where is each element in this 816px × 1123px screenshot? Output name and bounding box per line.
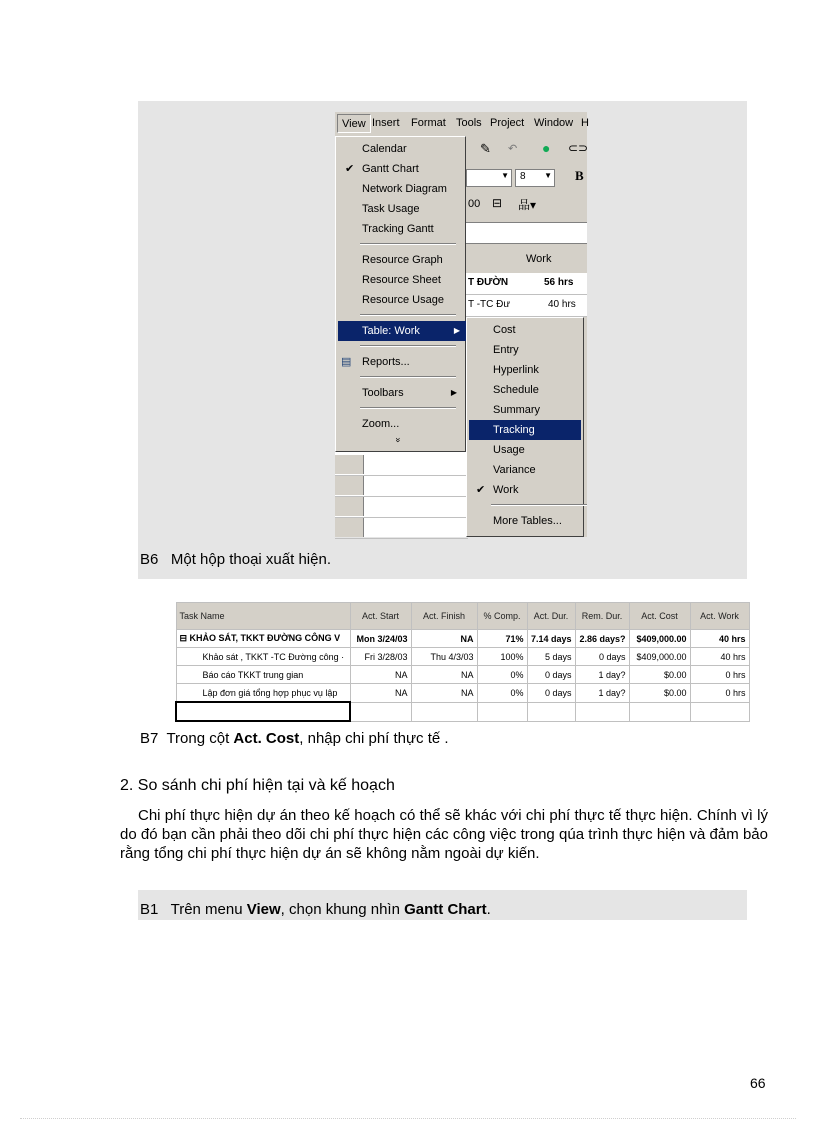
act-cost-cell[interactable]: $409,000.00 [629, 648, 690, 666]
grid-task-name[interactable]: T -TC Đư [468, 299, 511, 310]
step-text: Một hộp thoại xuất hiện. [170, 551, 331, 568]
act-work-cell[interactable] [690, 702, 749, 721]
font-name-field[interactable]: ▼ [466, 169, 512, 187]
act-cost-cell[interactable]: $0.00 [629, 666, 690, 684]
step-label: B7 [140, 730, 159, 747]
task-name-cell[interactable]: Lập đơn giá tổng hợp phục vụ lập [176, 684, 350, 703]
act-work-cell[interactable]: 40 hrs [690, 630, 749, 648]
menu-item-reports[interactable]: ▤ Reports... [338, 352, 463, 372]
menu-item-toolbars[interactable]: Toolbars ▶ [338, 383, 463, 403]
step-label: B1 [140, 901, 159, 918]
table-submenu [466, 317, 584, 537]
rem-dur-cell[interactable]: 1 day? [575, 666, 629, 684]
menu-item-resource-sheet[interactable]: Resource Sheet [362, 274, 441, 286]
pct-comp-cell[interactable]: 0% [477, 684, 527, 703]
act-cost-cell[interactable]: $409,000.00 [629, 630, 690, 648]
act-work-cell[interactable]: 0 hrs [690, 684, 749, 703]
menu-format[interactable]: Format [411, 117, 446, 129]
act-cost-cell[interactable]: $0.00 [629, 684, 690, 703]
submenu-item-entry[interactable]: Entry [493, 344, 519, 356]
grid-task-work[interactable]: 56 hrs [544, 277, 574, 288]
menu-item-calendar[interactable]: Calendar [362, 143, 407, 155]
act-finish-cell[interactable]: Thu 4/3/03 [411, 648, 477, 666]
step-text-post: . [486, 901, 491, 918]
tracking-table-screenshot [175, 602, 748, 716]
left-grid-rows [335, 452, 468, 537]
work-column-header[interactable]: Work [526, 253, 552, 265]
submenu-item-work[interactable]: ✔ Work [469, 480, 581, 500]
format-painter-icon[interactable]: ✎ [480, 141, 491, 156]
menu-separator [491, 504, 587, 506]
menu-separator [360, 243, 456, 245]
entry-bar[interactable] [466, 222, 587, 243]
pct-comp-cell[interactable]: 71% [477, 630, 527, 648]
view-menu [335, 136, 466, 452]
act-start-cell[interactable]: NA [350, 684, 411, 703]
act-dur-cell[interactable]: 0 days [527, 684, 575, 703]
step-text-bold: View [246, 901, 281, 918]
step-text-bold: Gantt Chart [404, 901, 487, 918]
act-start-cell[interactable]: NA [350, 666, 411, 684]
table-icon[interactable]: ⊟ [492, 196, 503, 210]
act-work-cell[interactable]: 0 hrs [690, 666, 749, 684]
act-start-cell[interactable] [350, 702, 411, 721]
act-dur-cell[interactable]: 7.14 days [527, 630, 575, 648]
step-text-mid: , chọn khung nhìn [280, 901, 405, 918]
table-row [176, 666, 749, 684]
menu-separator [360, 376, 456, 378]
table-header-row [176, 603, 749, 630]
reports-icon: ▤ [341, 356, 352, 368]
act-cost-cell[interactable] [629, 702, 690, 721]
menu-item-table-work[interactable]: Table: Work ▶ [338, 321, 466, 341]
step-b7 [140, 730, 449, 748]
pct-comp-cell[interactable]: 0% [477, 666, 527, 684]
table-row [176, 630, 749, 648]
menu-item-network-diagram[interactable]: Network Diagram [362, 183, 447, 195]
act-dur-cell[interactable] [527, 702, 575, 721]
tracking-table [175, 602, 750, 722]
submenu-item-more-tables[interactable]: More Tables... [493, 515, 562, 527]
rem-dur-cell[interactable]: 1 day? [575, 684, 629, 703]
menu-project[interactable]: Project [490, 117, 525, 129]
submenu-item-summary[interactable]: Summary [493, 404, 541, 416]
menu-separator [360, 314, 456, 316]
grid-header [466, 243, 587, 274]
menu-separator [360, 345, 456, 347]
step-text-pre: Trong cột [166, 730, 234, 747]
section-heading: 2. So sánh chi phí hiện tại và kế hoạch [120, 777, 395, 794]
table-row-empty [176, 702, 749, 721]
menu-item-tracking-gantt[interactable]: Tracking Gantt [362, 223, 434, 235]
checkmark-icon: ✔ [345, 163, 355, 175]
rem-dur-cell[interactable]: 2.86 days? [575, 630, 629, 648]
menu-help[interactable]: H [581, 117, 589, 129]
menu-item-resource-usage[interactable]: Resource Usage [362, 294, 444, 306]
column-header[interactable]: Act. Cost [629, 603, 690, 630]
pct-comp-cell[interactable]: 100% [477, 648, 527, 666]
step-text-pre: Trên menu [170, 901, 247, 918]
step-text-bold: Act. Cost [233, 730, 300, 747]
act-finish-cell[interactable]: NA [411, 666, 477, 684]
act-finish-cell[interactable]: NA [411, 684, 477, 703]
submenu-item-tracking[interactable]: Tracking [469, 420, 581, 440]
step-text-post: , nhập chi phí thực tế . [299, 730, 449, 747]
menu-item-resource-graph[interactable]: Resource Graph [362, 254, 443, 266]
act-start-cell[interactable]: Fri 3/28/03 [350, 648, 411, 666]
link-icon[interactable]: ⊂⊃ [568, 141, 589, 155]
submenu-item-usage[interactable]: Usage [493, 444, 525, 456]
pct-comp-cell[interactable] [477, 702, 527, 721]
menu-item-zoom[interactable]: Zoom... [362, 418, 400, 430]
checkmark-icon: ✔ [476, 484, 486, 496]
bold-button[interactable]: B [575, 168, 584, 183]
submenu-item-variance[interactable]: Variance [493, 464, 536, 476]
menu-window[interactable]: Window [534, 117, 574, 129]
table-row [176, 648, 749, 666]
column-header[interactable]: Act. Start [350, 603, 411, 630]
footer-line [20, 1118, 796, 1119]
undo-icon[interactable]: ↶ [508, 143, 518, 155]
network-icon[interactable]: 品▾ [518, 198, 537, 212]
act-finish-cell[interactable]: NA [411, 630, 477, 648]
step-label: B6 [140, 551, 159, 568]
step-b1 [140, 901, 491, 918]
column-header[interactable]: Rem. Dur. [575, 603, 629, 630]
menu-expand-chevron-icon[interactable]: » [393, 437, 404, 443]
submenu-item-cost[interactable]: Cost [493, 324, 516, 336]
submenu-arrow-icon: ▶ [453, 326, 460, 335]
menu-item-gantt-chart[interactable]: ✔ Gantt Chart [338, 159, 463, 179]
act-finish-cell[interactable] [411, 702, 477, 721]
rem-dur-cell[interactable]: 0 days [575, 648, 629, 666]
act-work-cell[interactable]: 40 hrs [690, 648, 749, 666]
task-name-cell-active[interactable] [176, 702, 350, 721]
section-paragraph: Chi phí thực hiện dự án theo kế hoạch có thể sẽ khác với chi phí thực tế thực hiện. Chính vì lý do đó bạn cần phải theo dõi chi phí thực hiện các công việc trong qúa trình thực hiện và đảm bảo rằng tổng chi phí thực hiện dự án sẽ không nằm ngoài dự kiến. [120, 807, 768, 862]
menu-separator [360, 407, 456, 409]
act-dur-cell[interactable]: 5 days [527, 648, 575, 666]
step-b6 [140, 551, 331, 569]
submenu-item-schedule[interactable]: Schedule [493, 384, 539, 396]
menu-tools[interactable]: Tools [456, 117, 482, 129]
rem-dur-cell[interactable] [575, 702, 629, 721]
act-start-cell[interactable]: Mon 3/24/03 [350, 630, 411, 648]
task-name-cell[interactable]: Báo cáo TKKT trung gian [176, 666, 350, 684]
menu-screenshot [335, 112, 587, 537]
standard-toolbar [466, 136, 587, 164]
font-size-field[interactable]: 8 ▼ [515, 169, 555, 187]
submenu-arrow-icon: ▶ [450, 388, 457, 397]
act-dur-cell[interactable]: 0 days [527, 666, 575, 684]
column-header[interactable]: Act. Dur. [527, 603, 575, 630]
submenu-item-hyperlink[interactable]: Hyperlink [493, 364, 539, 376]
menu-item-task-usage[interactable]: Task Usage [362, 203, 420, 215]
menu-view[interactable]: View [337, 114, 371, 133]
column-header[interactable]: Task Name [176, 603, 350, 630]
table-row [176, 684, 749, 703]
column-header[interactable]: % Comp. [477, 603, 527, 630]
task-name-cell[interactable]: Khảo sát , TKKT -TC Đường công · [176, 648, 350, 666]
menu-insert[interactable]: Insert [372, 117, 400, 129]
column-header[interactable]: Act. Finish [411, 603, 477, 630]
menu-bar [335, 112, 587, 137]
column-header[interactable]: Act. Work [690, 603, 749, 630]
grid-task-name[interactable]: T ĐƯỜN [468, 277, 509, 288]
grid-rows [466, 273, 587, 317]
grid-task-work[interactable]: 40 hrs [548, 299, 576, 310]
page-number: 66 [750, 1075, 766, 1091]
globe-icon[interactable]: ● [542, 140, 551, 156]
task-name-cell[interactable]: ⊟ KHẢO SÁT, TKKT ĐƯỜNG CÔNG V [176, 630, 350, 648]
zoom-100-icon[interactable]: 00 [468, 198, 481, 210]
view-toolbar [466, 190, 587, 220]
